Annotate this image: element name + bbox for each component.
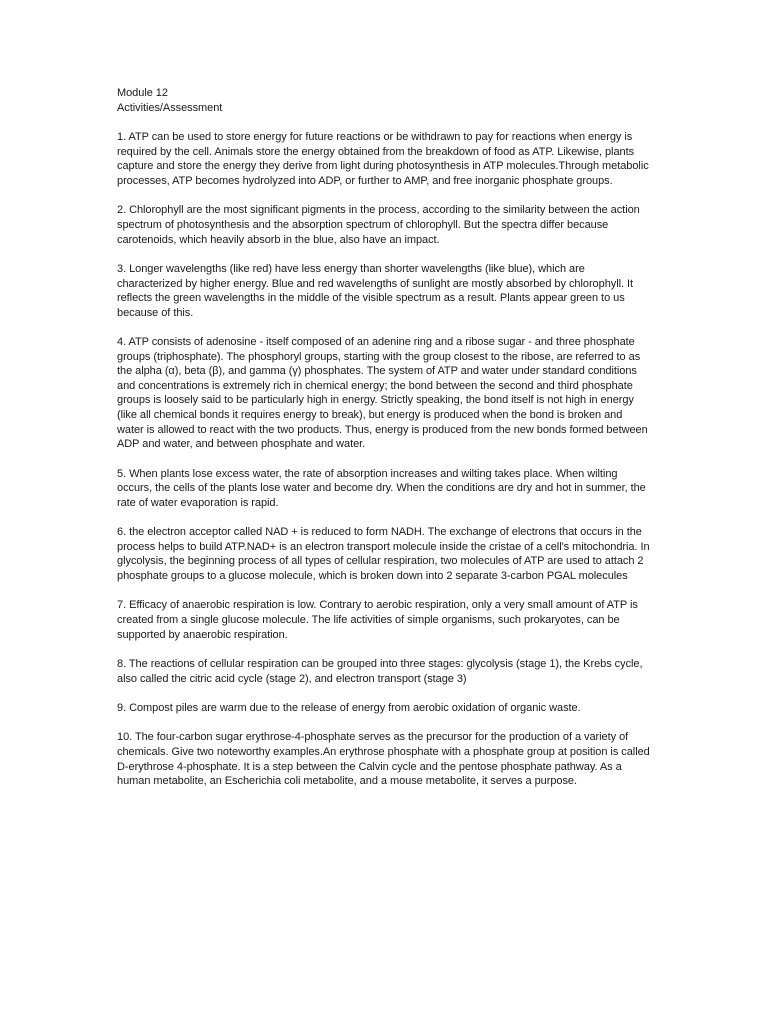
module-title: Module 12 <box>117 87 168 99</box>
answer-paragraph-5: 5. When plants lose excess water, the rate of absorption increases and wilting takes place. When wilting occurs, the cells of the plants lose water and become dry. When the conditions are dry and hot in summer, the rate of water evaporation is rapid. <box>117 467 646 509</box>
section-title: Activities/Assessment <box>117 101 223 114</box>
answer-paragraph-4: 4. ATP consists of adenosine - itself composed of an adenine ring and a ribose sugar - and three phosphate groups (triphosphate). The phosphoryl groups, starting with the group closest to the ribose, are referred to as the alpha (α), beta (β), and gamma (γ) phosphates. The system of ATP and water under standard conditions and concentrations is extremely rich in chemical energy; the bond between the second and third phosphate groups is loosely said to be particularly high in energy. Strictly speaking, the bond itself is not high in energy (like all chemical bonds it requires energy to break), but energy is produced when the bond is broken and water is allowed to react with the two products. Thus, energy is produced from the new bonds formed between ADP and water, and between phosphate and water. <box>117 336 648 451</box>
answer-paragraph-10: 10. The four-carbon sugar erythrose-4-phosphate serves as the precursor for the production of a variety of chemicals. Give two noteworthy examples.An erythrose phosphate with a phosphate group at position is called D-erythrose 4-phosphate. It is a step between the Calvin cycle and the pentose phosphate pathway. As a human metabolite, an Escherichia coli metabolite, and a mouse metabolite, it serves a purpose. <box>117 731 650 788</box>
answer-paragraph-3: 3. Longer wavelengths (like red) have less energy than shorter wavelengths (like blue), which are characterized by higher energy. Blue and red wavelengths of sunlight are mostly absorbed by chlorophyll. It reflects the green wavelengths in the middle of the visible spectrum as a result. Plants appear green to us because of this. <box>117 262 634 319</box>
answer-paragraph-8: 8. The reactions of cellular respiration can be grouped into three stages: glycolysis (stage 1), the Krebs cycle, also called the citric acid cycle (stage 2), and electron transport (stage 3) <box>117 657 643 685</box>
document-heading <box>117 86 651 115</box>
answer-paragraph-7: 7. Efficacy of anaerobic respiration is low. Contrary to aerobic respiration, only a very small amount of ATP is created from a single glucose molecule. The life activities of simple organisms, such prokaryotes, can be supported by anaerobic respiration. <box>117 599 638 641</box>
answer-paragraph-2: 2. Chlorophyll are the most significant pigments in the process, according to the similarity between the action spectrum of photosynthesis and the absorption spectrum of chlorophyll. But the spectra differ because carotenoids, which heavily absorb in the blue, also have an impact. <box>117 204 640 246</box>
answer-paragraph-6: 6. the electron acceptor called NAD + is reduced to form NADH. The exchange of electrons that occurs in the process helps to build ATP.NAD+ is an electron transport molecule inside the cristae of a cell's mitochondria. In glycolysis, the beginning process of all types of cellular respiration, two molecules of ATP are used to attach 2 phosphate groups to a glucose molecule, which is broken down into 2 separate 3-carbon PGAL molecules <box>117 526 650 583</box>
document-page <box>117 86 651 804</box>
answer-paragraph-1: 1. ATP can be used to store energy for future reactions or be withdrawn to pay for reactions when energy is required by the cell. Animals store the energy obtained from the breakdown of food as ATP. Likewise, plants capture and store the energy they derive from light during photosynthesis in ATP molecules.Through metabolic processes, ATP becomes hydrolyzed into ADP, or further to AMP, and free inorganic phosphate groups. <box>117 131 649 187</box>
answer-paragraph-9: 9. Compost piles are warm due to the release of energy from aerobic oxidation of organic waste. <box>117 701 581 714</box>
